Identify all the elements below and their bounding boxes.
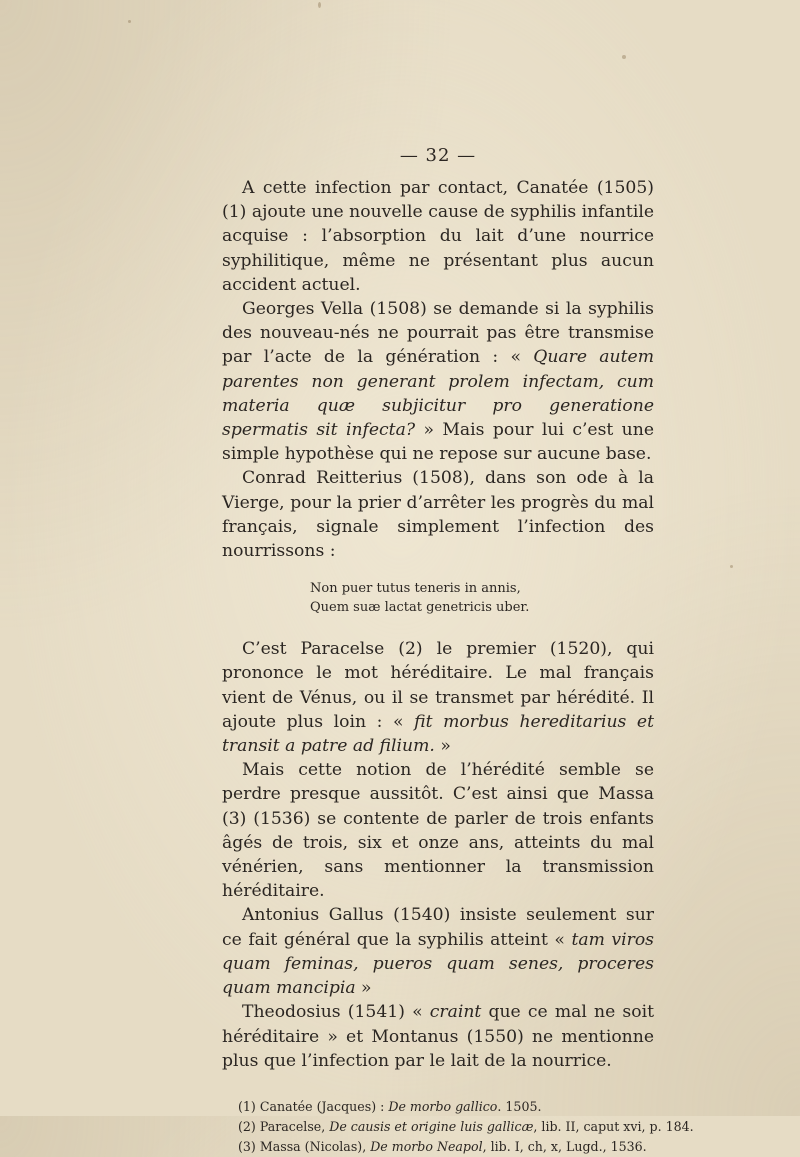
verse-quote	[310, 579, 654, 617]
text-run: Mais cette notion de l’hérédité semble se perdre presque aussitôt. C’est ainsi que Massa (3) (1536) se contente de parler de trois enfants âgés de trois, six et onze ans, atteints du mal vénérien, sans mentionner la transmission héréditaire.	[222, 760, 654, 902]
text-run: »	[355, 978, 372, 999]
text-run: Antonius Gallus (1540) insiste seulement sur ce fait général que la syphilis atteint «	[222, 905, 654, 950]
paragraph	[222, 176, 654, 297]
paragraph	[222, 637, 654, 758]
text-run: »	[434, 736, 451, 757]
footnote	[238, 1117, 694, 1137]
paragraph	[222, 758, 654, 903]
text-run: C’est Paracelse (2) le premier (1520), qui prononce le mot héréditaire. Le mal français vient de Vénus, ou il se transmet par hérédité. Il ajoute plus loin : «	[222, 639, 654, 732]
italic-quote: Quare autem parentes non generant prolem infectam, cum materia quæ subjicitur pro generatione spermatis sit infecta?	[222, 347, 654, 441]
italic-quote: De causis et origine luis gallicæ	[329, 1118, 534, 1134]
paragraph	[222, 1000, 654, 1073]
paragraph	[222, 466, 654, 563]
text-run: A cette infection par contact, Canatée (1505) (1) ajoute une nouvelle cause de syphilis infantile acquise : l’absorption du lait d’une nourrice syphilitique, même ne présentant plus aucun accident actuel.	[222, 178, 654, 295]
paper-spot	[730, 565, 733, 568]
paragraph	[222, 903, 654, 1000]
paper-spot	[318, 2, 321, 8]
text-run: . 1505.	[497, 1098, 542, 1114]
text-run: » Mais pour lui c’est une simple hypothèse qui ne repose sur aucune base.	[222, 420, 654, 465]
footnotes	[222, 1097, 694, 1157]
italic-quote: tam viros quam feminas, pueros quam senes, proceres quam mancipia	[222, 929, 654, 999]
paragraph	[222, 297, 654, 466]
text-run: , lib. II, caput xvi, p. 184.	[533, 1118, 694, 1134]
text-run: Theodosius (1541) «	[242, 1002, 430, 1023]
text-run: Georges Vella (1508) se demande si la syphilis des nouveau-nés ne pourrait pas être transmise par l’acte de la génération : «	[222, 299, 654, 368]
page-number: — 32 —	[399, 145, 477, 166]
paper-spot	[128, 20, 131, 23]
verse-line: Quem suæ lactat genetricis uber.	[310, 600, 530, 616]
footnote	[238, 1137, 654, 1157]
text-run: (1) Canatée (Jacques) :	[238, 1098, 389, 1114]
text-run: Conrad Reitterius (1508), dans son ode à la Vierge, pour la prier d’arrêter les progrès du mal français, signale simplement l’infection des nourrissons :	[222, 468, 654, 562]
text-run: , lib. I, ch, x, Lugd., 1536.	[482, 1138, 647, 1154]
text-run: (2) Paracelse,	[238, 1118, 330, 1134]
italic-quote: De morbo Neapol	[370, 1138, 483, 1154]
footnote	[238, 1097, 654, 1117]
paper-spot	[622, 55, 626, 59]
text-run: que ce mal ne soit héréditaire » et Montanus (1550) ne mentionne plus que l’infection par le lait de la nourrice.	[222, 1002, 654, 1071]
body-paragraphs-top	[222, 176, 654, 563]
italic-quote: craint	[429, 1002, 482, 1023]
text-run: (3) Massa (Nicolas),	[238, 1138, 371, 1154]
italic-quote: fit morbus hereditarius et transit a patre ad filium.	[222, 711, 654, 757]
body-paragraphs-bottom	[222, 637, 654, 1073]
italic-quote: De morbo gallico	[388, 1098, 498, 1114]
verse-line: Non puer tutus teneris in annis,	[310, 581, 521, 597]
text-block	[222, 145, 694, 1157]
